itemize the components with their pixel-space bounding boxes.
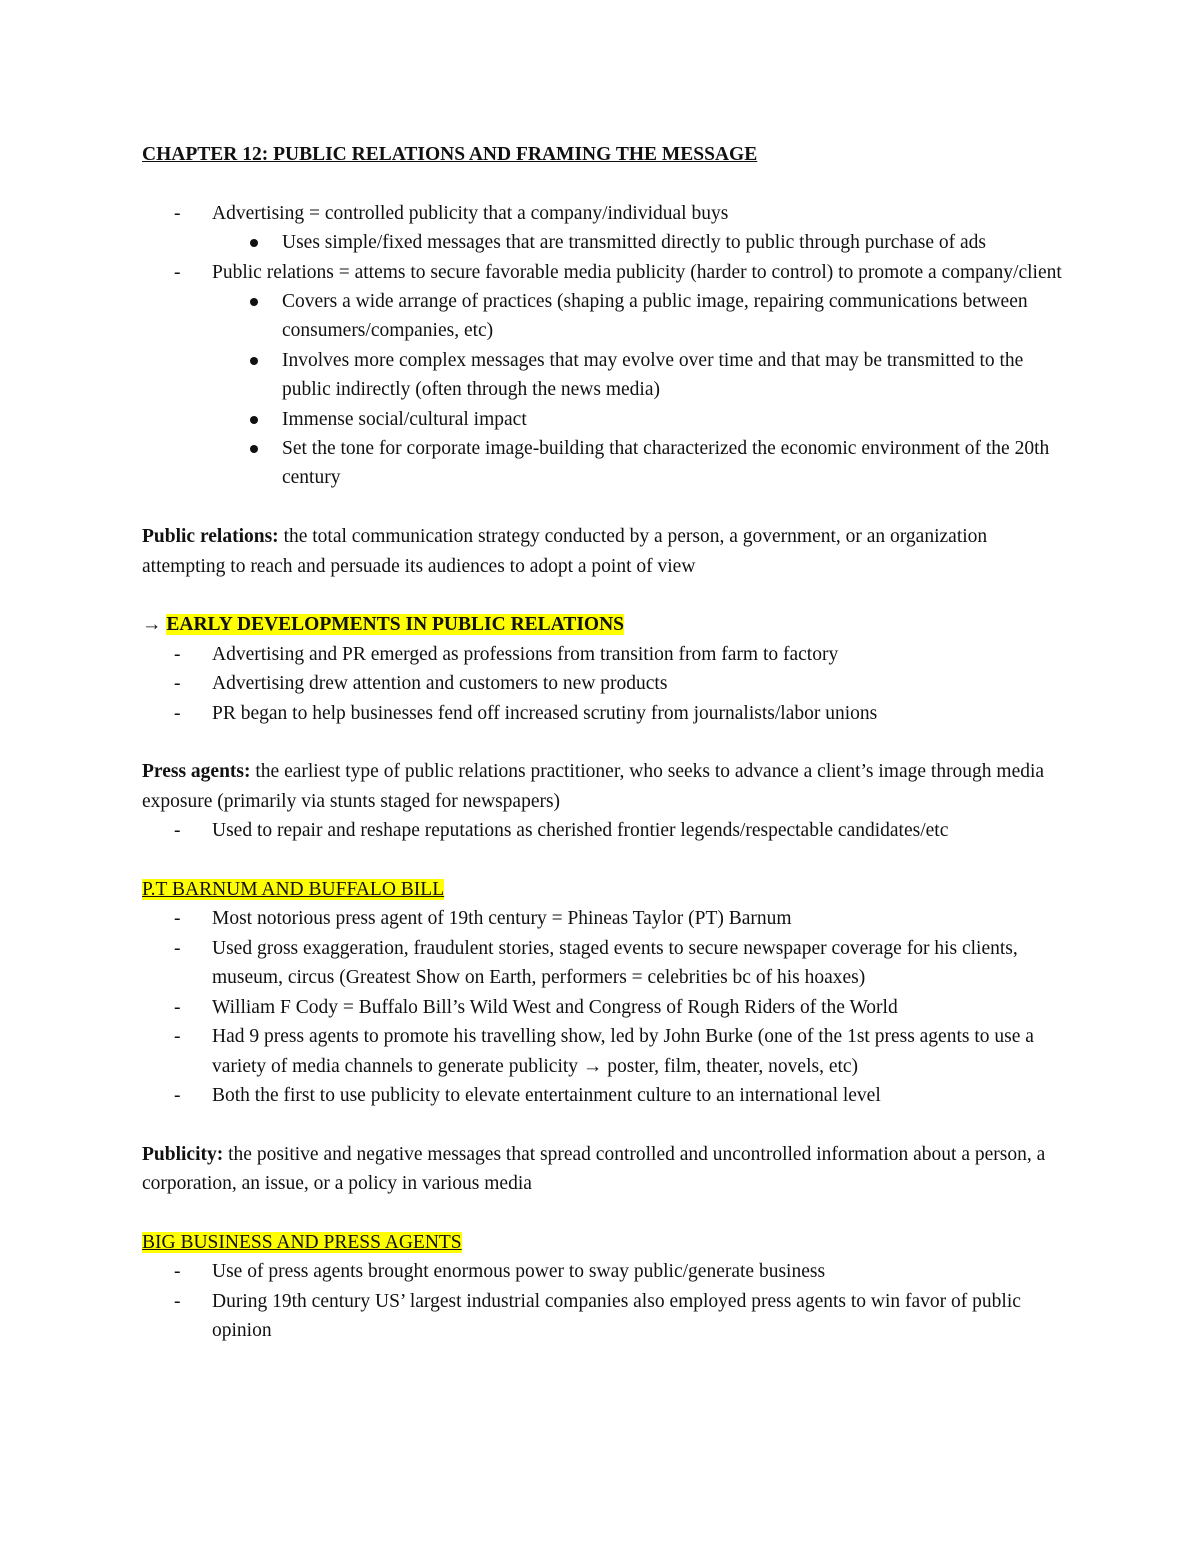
list-item [142, 993, 1072, 1022]
sub-list-item [142, 434, 1072, 493]
list-item-text: PR began to help businesses fend off increased scrutiny from journalists/labor unions [212, 702, 878, 724]
dash-marker: - [174, 908, 181, 930]
dash-marker: - [174, 1084, 181, 1106]
bullet-icon [250, 239, 258, 247]
dash-marker: - [174, 820, 181, 842]
spacer [142, 581, 1072, 610]
bullet-icon [250, 416, 258, 424]
definition-publicity [142, 1140, 1072, 1199]
section-heading-text: EARLY DEVELOPMENTS IN PUBLIC RELATIONS [166, 614, 624, 636]
list-item [142, 816, 1072, 845]
section-heading-barnum [142, 875, 1072, 904]
document-content [142, 140, 1072, 1346]
definition-term: Public relations: [142, 526, 279, 548]
list-item-text: Had 9 press agents to promote his travelling show, led by John Burke (one of the 1st press agents to use a variety of media channels to generate publicity → poster, film, theater, novels, etc) [212, 1026, 1034, 1077]
definition-term: Press agents: [142, 761, 251, 783]
dash-marker: - [174, 1261, 181, 1283]
section-heading-text: BIG BUSINESS AND PRESS AGENTS [142, 1231, 462, 1253]
list-item-text: Used to repair and reshape reputations as cherished frontier legends/respectable candidates/etc [212, 820, 949, 842]
list-item [142, 1081, 1072, 1110]
dash-marker: - [174, 202, 181, 224]
sub-list [212, 287, 1072, 493]
dash-marker: - [174, 673, 181, 695]
section-heading-big-business [142, 1228, 1072, 1257]
list-item [142, 934, 1072, 993]
sub-list-item [142, 405, 1072, 434]
spacer [142, 493, 1072, 522]
list-item-text: Used gross exaggeration, fraudulent stories, staged events to secure newspaper coverage for his clients, museum, circus (Greatest Show on Earth, performers = celebrities bc of his hoaxes) [212, 937, 1018, 989]
spacer [142, 169, 1072, 198]
list-item-text: Advertising drew attention and customers to new products [212, 673, 668, 695]
list-item-text: William F Cody = Buffalo Bill’s Wild West and Congress of Rough Riders of the World [212, 996, 898, 1018]
definition-press-agents [142, 757, 1072, 816]
list-item-text: Both the first to use publicity to elevate entertainment culture to an international level [212, 1084, 881, 1106]
sub-list-item [142, 287, 1072, 346]
definition-public-relations [142, 522, 1072, 581]
list-item-text: Advertising and PR emerged as professions from transition from farm to factory [212, 643, 839, 665]
sub-list-item-text: Uses simple/fixed messages that are transmitted directly to public through purchase of ads [282, 232, 986, 254]
sub-list-item-text: Immense social/cultural impact [282, 408, 527, 430]
list-item [142, 699, 1072, 728]
barnum-list [142, 904, 1072, 1110]
dash-marker: - [174, 996, 181, 1018]
list-item [142, 1257, 1072, 1286]
dash-marker: - [174, 643, 181, 665]
list-item-text: Public relations = attems to secure favorable media publicity (harder to control) to promote a company/client [212, 261, 1062, 283]
list-item [142, 669, 1072, 698]
intro-list [142, 199, 1072, 493]
dash-marker: - [174, 1290, 181, 1312]
chapter-title: CHAPTER 12: PUBLIC RELATIONS AND FRAMING THE MESSAGE [142, 144, 758, 165]
sub-list-item-text: Involves more complex messages that may evolve over time and that may be transmitted to the public indirectly (often through the news media) [282, 349, 1024, 401]
list-item [142, 1022, 1072, 1081]
spacer [142, 846, 1072, 875]
early-list [142, 640, 1072, 728]
list-item-text: Use of press agents brought enormous power to sway public/generate business [212, 1261, 826, 1283]
bullet-icon [250, 445, 258, 453]
bigbiz-list [142, 1257, 1072, 1345]
press-list [142, 816, 1072, 845]
dash-marker: - [174, 261, 181, 283]
list-item [142, 199, 1072, 258]
definition-term: Publicity: [142, 1143, 224, 1165]
sub-list-item [142, 346, 1072, 405]
list-item [142, 1287, 1072, 1346]
section-heading-early-developments [142, 610, 1072, 639]
spacer [142, 728, 1072, 757]
spacer [142, 1199, 1072, 1228]
section-heading-text: P.T BARNUM AND BUFFALO BILL [142, 879, 445, 901]
list-item-text: Advertising = controlled publicity that a company/individual buys [212, 202, 729, 224]
list-item [142, 640, 1072, 669]
arrow-icon: → [142, 614, 167, 636]
bullet-icon [250, 298, 258, 306]
list-item-text: During 19th century US’ largest industrial companies also employed press agents to win favor of public opinion [212, 1290, 1021, 1342]
definition-text: the positive and negative messages that spread controlled and uncontrolled information about a person, a corporation, an issue, or a policy in various media [142, 1143, 1046, 1195]
spacer [142, 1110, 1072, 1139]
list-item [142, 258, 1072, 493]
list-item-text: Most notorious press agent of 19th century = Phineas Taylor (PT) Barnum [212, 908, 792, 930]
dash-marker: - [174, 937, 181, 959]
sub-list-item-text: Covers a wide arrange of practices (shaping a public image, repairing communications between consumers/companies, etc) [282, 291, 1028, 342]
dash-marker: - [174, 702, 181, 724]
definition-text: the earliest type of public relations practitioner, who seeks to advance a client’s image through media exposure (primarily via stunts staged for newspapers) [142, 761, 1045, 812]
sub-list-item-text: Set the tone for corporate image-building that characterized the economic environment of the 20th century [282, 438, 1050, 489]
list-item [142, 904, 1072, 933]
bullet-icon [250, 357, 258, 365]
definition-text: the total communication strategy conducted by a person, a government, or an organization attempting to reach and persuade its audiences to adopt a point of view [142, 526, 988, 577]
sub-list [212, 228, 1072, 257]
dash-marker: - [174, 1026, 181, 1048]
sub-list-item [142, 228, 1072, 257]
